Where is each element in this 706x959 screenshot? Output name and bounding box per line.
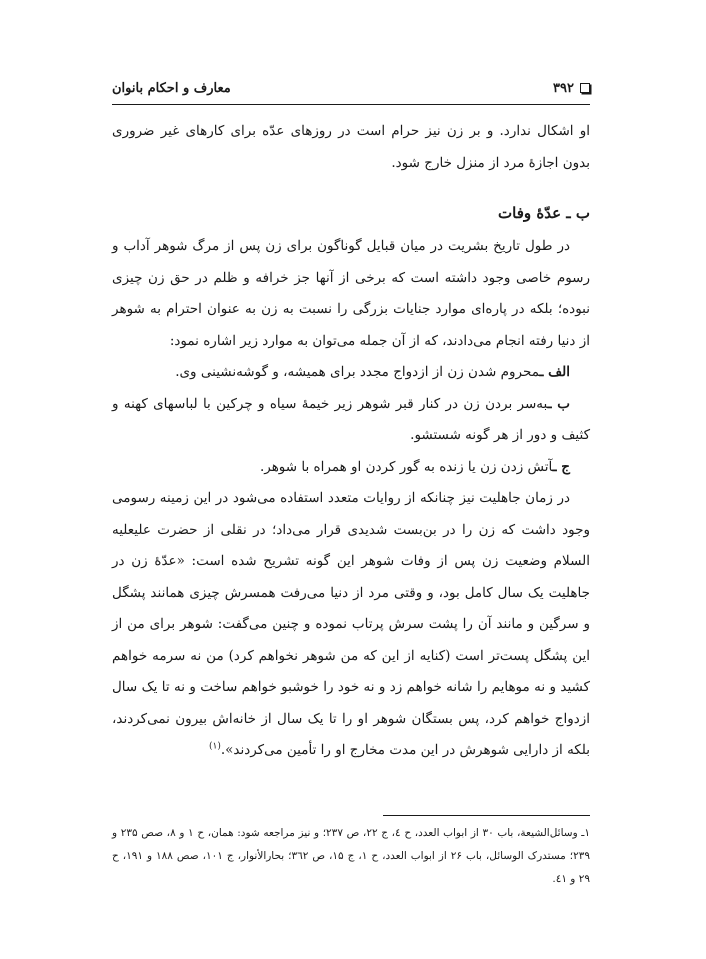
intro-paragraph: او اشکال ندارد. و بر زن نیز حرام است در روزهای عدّه برای کارهای غیر ضروری بدون اجازهٔ مرد از منزل خارج شود.: [112, 123, 590, 171]
item-label: ب ـ: [547, 395, 570, 412]
list-item-alef: [112, 357, 590, 389]
running-header: [112, 76, 590, 100]
item-label: ج ـ: [552, 458, 570, 475]
page-number: ۳۹۲: [553, 80, 574, 96]
item-text: محروم شدن زن از ازدواج مجدد برای همیشه، و گوشه‌نشینی وی.: [175, 364, 540, 380]
footnote-1: ۱ـ وسائل‌الشیعة، باب ۳۰ از ابواب العدد، ح ٤، ج ۲۲، ص ۲۳۷؛ و نیز مراجعه شود: همان، ح ۱ و ۸، صص ۲۳۵ و ۲۳۹؛ مستدرک الوسائل، باب ۲۶ از ابواب العدد، ح ۱، ج ۱۵، ص ۳٦۲؛ بحارالأنوار، ج ۱۰۱، صص ۱۸۸ و ۱۹۱، ح ۲۹ و ٤۱.: [112, 827, 591, 885]
paragraph-jahiliyya: [112, 483, 590, 767]
body-text: [112, 116, 590, 767]
square-bullet-icon: [580, 83, 590, 93]
footnote-divider: [383, 815, 590, 816]
list-item-be: [112, 389, 590, 452]
list-item-jim: [112, 452, 590, 484]
section-title: ب ـ عدّهٔ وفات: [498, 204, 590, 222]
page-number-group: [553, 81, 590, 96]
paragraph-customs: در طول تاریخ بشریت در میان قبایل گوناگون برای زن پس از مرگ شوهر آداب و رسوم خاصی وجود داشته است که برخی از آنها جز خرافه و ظلم در حق زن چیزی نبوده؛ بلکه در پاره‌ای موارد جنایات بزرگی را نسبت به زن به عنوان احترام به شوهر از دنیا رفته انجام می‌دادند، که از آن جمله می‌توان به موارد زیر اشاره نمود:: [112, 238, 590, 349]
item-text: به‌سر بردن زن در کنار قبر شوهر زیر خیمهٔ سیاه و چرکین با لباسهای کهنه و کثیف و دور از هر گونه شستشو.: [112, 395, 590, 443]
item-text: آتش زدن زن یا زنده به گور کردن او همراه با شوهر.: [259, 458, 553, 475]
footnotes: [112, 822, 590, 891]
book-title: معارف و احکام بانوان: [112, 80, 231, 96]
header-divider: [112, 104, 590, 105]
paragraph-text: در زمان جاهلیت نیز چنانکه از روایات متعدد استفاده می‌شود در این زمینه رسومی وجود داشت که زن را در بن‌بست شدیدی قرار می‌داد؛ در نقلی از حضرت علیعليه السلام وضعیت زن پس از وفات شوهر این گونه تشریح شده است: «عدّهٔ زن در جاهلیت یک سال کامل بود، و وقتی مرد از دنیا می‌رفت همسرش چیزی همانند پشگل و سرگین و مانند آن را پشت سرش پرتاب نموده و چنین می‌گفت: شوهر برای من از این پشگل پست‌تر است (کنایه از این که من شوهر نخواهم کرد) من نه سرمه خواهم کشید و نه موهایم را شانه خواهم زد و نه خود را خوشبو خواهم ساخت و نه تا یک سال ازدواج خواهم کرد، پس بستگان شوهر او را تا یک سال از خانه‌اش بیرون نمی‌کردند، بلکه از دارایی شوهرش در این مدت مخارج او را تأمین می‌کردند».: [112, 490, 590, 758]
footnote-reference[interactable]: (۱): [208, 741, 221, 752]
item-label: الف ـ: [539, 364, 570, 380]
